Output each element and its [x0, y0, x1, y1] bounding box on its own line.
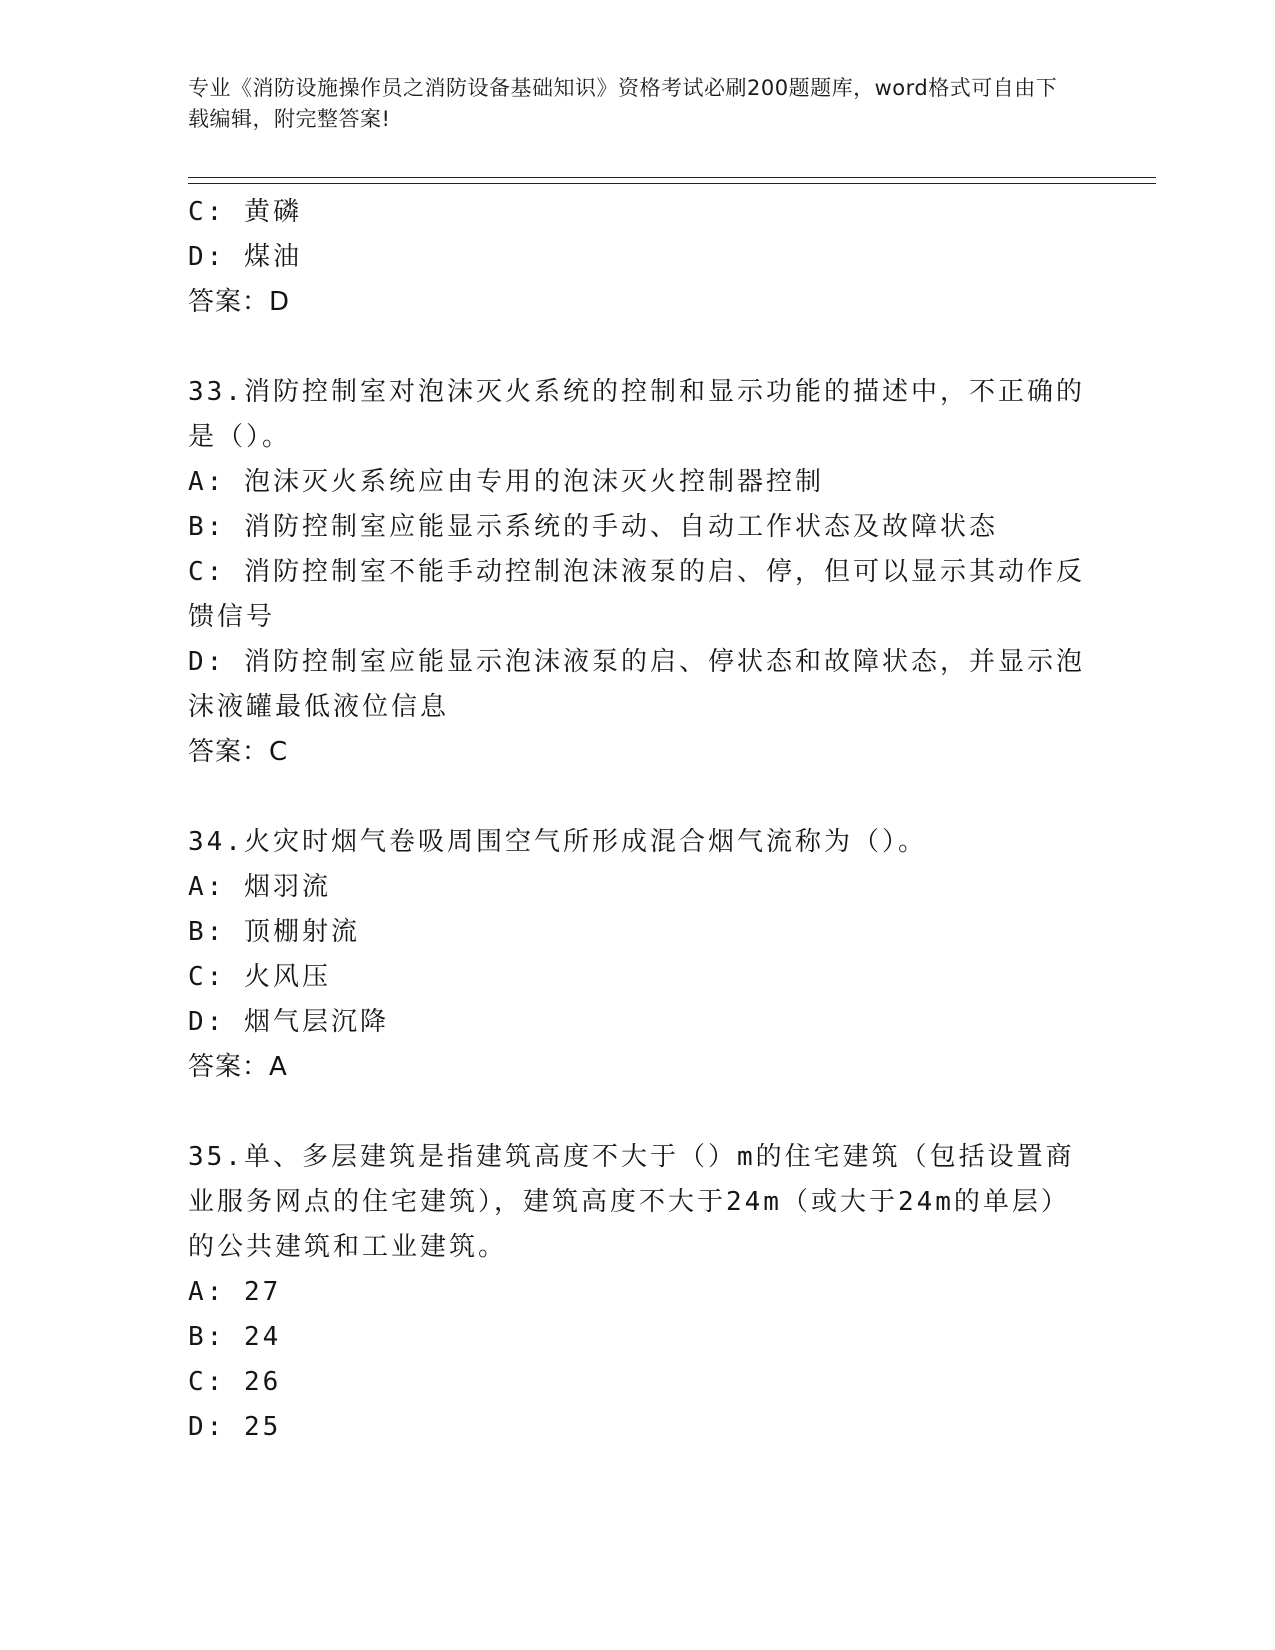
option-b: B: 顶棚射流	[188, 917, 360, 947]
option-b: B: 消防控制室应能显示系统的手动、自动工作状态及故障状态	[188, 512, 998, 542]
page-header: 专业《消防设施操作员之消防设备基础知识》资格考试必刷200题题库，word格式可自由下载编辑，附完整答案!	[188, 76, 1058, 131]
question-text: 33.消防控制室对泡沫灭火系统的控制和显示功能的描述中，不正确的是（）。	[188, 377, 1085, 452]
question-content	[188, 190, 1088, 1450]
question-text: 34.火灾时烟气卷吸周围空气所形成混合烟气流称为（）。	[188, 827, 927, 857]
spacer	[188, 775, 1088, 820]
option-d: D: 25	[188, 1412, 282, 1442]
option-c: C: 消防控制室不能手动控制泡沫液泵的启、停，但可以显示其动作反馈信号	[188, 557, 1085, 632]
option-a: A: 泡沫灭火系统应由专用的泡沫灭火控制器控制	[188, 467, 824, 497]
option-a: A: 27	[188, 1277, 282, 1307]
header-rule-bottom	[188, 183, 1156, 184]
question-33	[188, 370, 1088, 775]
question-34	[188, 820, 1088, 1090]
option-c: C: 26	[188, 1367, 282, 1397]
answer-line: 答案：A	[188, 1052, 288, 1082]
option-c: C: 黄磷	[188, 197, 302, 227]
question-text: 35.单、多层建筑是指建筑高度不大于（）m的住宅建筑（包括设置商业服务网点的住宅建筑），建筑高度不大于24m（或大于24m的单层）的公共建筑和工业建筑。	[188, 1142, 1075, 1262]
header-rule-top	[188, 177, 1156, 178]
answer-line: 答案：C	[188, 737, 289, 767]
spacer	[188, 1090, 1088, 1135]
option-d: D: 烟气层沉降	[188, 1007, 389, 1037]
option-d: D: 煤油	[188, 242, 302, 272]
question-35	[188, 1135, 1088, 1450]
option-b: B: 24	[188, 1322, 282, 1352]
option-c: C: 火风压	[188, 962, 331, 992]
option-a: A: 烟羽流	[188, 872, 331, 902]
answer-line: 答案：D	[188, 287, 291, 317]
option-d: D: 消防控制室应能显示泡沫液泵的启、停状态和故障状态，并显示泡沫液罐最低液位信息	[188, 647, 1085, 722]
spacer	[188, 325, 1088, 370]
